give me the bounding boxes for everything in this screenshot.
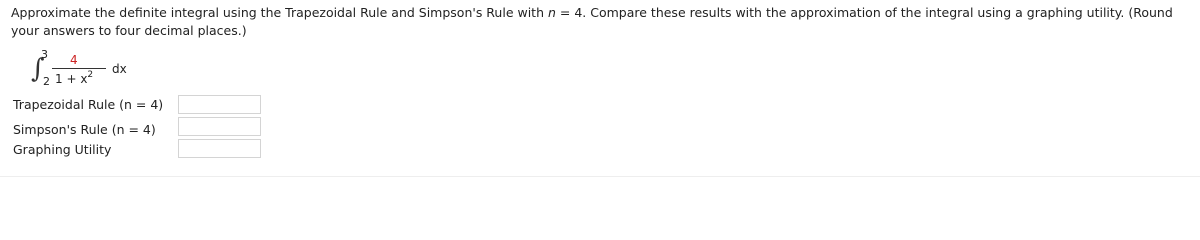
denominator-base: 1 + x [55, 72, 88, 86]
trapezoidal-rule-label: Trapezoidal Rule (n = 4) [13, 97, 164, 112]
integrand-numerator: 4 [70, 53, 78, 67]
integral-sign: ∫ [31, 54, 45, 84]
definite-integral [0, 0, 200, 100]
prompt-text-after: = 4. Compare these results with the approximation of the integral using a graphing utility. (Round your answers to four decimal places.) [11, 5, 1173, 38]
trapezoidal-rule-answer-input[interactable] [178, 95, 261, 114]
divider [0, 176, 1200, 177]
fraction-bar [52, 68, 106, 69]
lower-limit: 2 [43, 75, 50, 88]
prompt-text-before: Approximate the definite integral using the Trapezoidal Rule and Simpson's Rule with [11, 5, 548, 20]
denominator-exponent: 2 [87, 70, 94, 80]
graphing-utility-label: Graphing Utility [13, 142, 112, 157]
integrand-denominator [55, 71, 93, 86]
simpsons-rule-label: Simpson's Rule (n = 4) [13, 122, 156, 137]
differential: dx [112, 62, 127, 76]
prompt-variable-n: n [547, 5, 556, 20]
simpsons-rule-answer-input[interactable] [178, 117, 261, 136]
graphing-utility-answer-input[interactable] [178, 139, 261, 158]
upper-limit: 3 [41, 48, 48, 61]
